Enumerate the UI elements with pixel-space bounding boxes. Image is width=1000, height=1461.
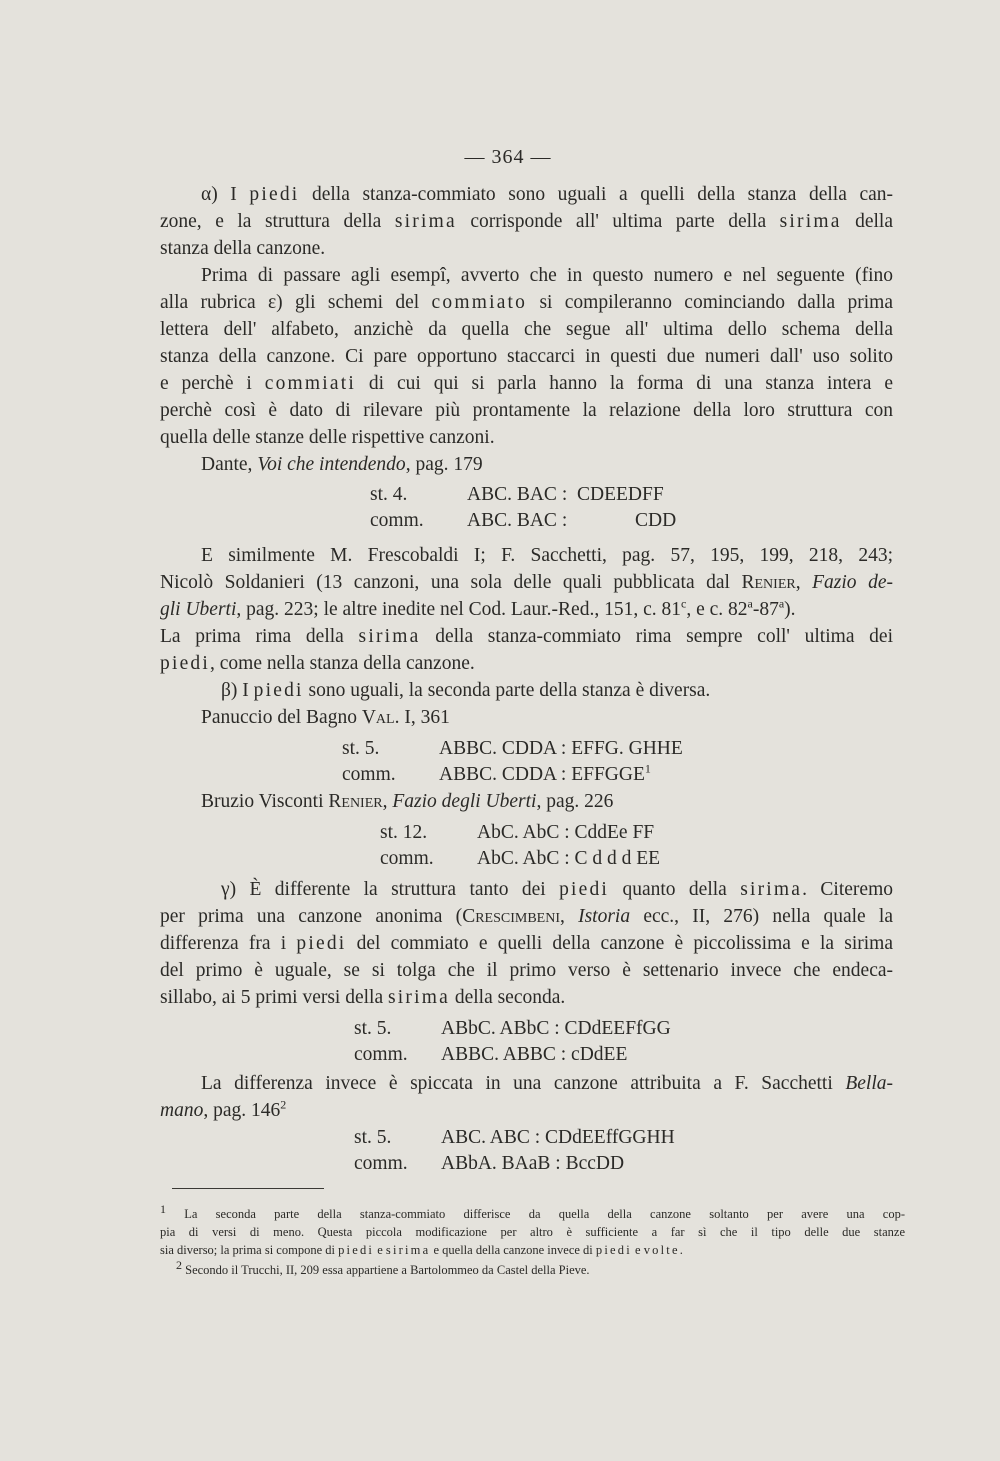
- footnote-1-line-1: [160, 1201, 905, 1223]
- text-run: della seconda.: [454, 987, 566, 1008]
- schema-right: CDEEDFF: [577, 484, 664, 505]
- paragraph-prima-line-1: Prima di passare agli esempî, avverto che in questo numero e nel seguente (fino: [201, 265, 893, 286]
- text-run: , pag. 226: [536, 791, 614, 812]
- text-run: per prima una canzone anonima (: [160, 906, 463, 927]
- text-run: La prima rima della: [160, 626, 344, 647]
- text-run: Bruzio Visconti: [201, 791, 324, 812]
- italic-title: Voi che intendendo: [257, 454, 406, 475]
- superscript: a: [778, 596, 785, 611]
- paragraph-prima-line-7: quella delle stanze delle rispettive canzoni.: [160, 427, 495, 448]
- paragraph-differenza-line-1: [201, 1071, 893, 1097]
- paragraph-simil-line-2: [160, 570, 893, 596]
- text-run: e perchè i: [160, 373, 252, 394]
- schema-label: st. 12.: [380, 822, 428, 843]
- text-run: , come nella stanza della canzone.: [210, 653, 475, 674]
- text-run: -87: [752, 599, 779, 620]
- schema-label: comm.: [354, 1153, 408, 1174]
- spaced-term: piedi: [249, 184, 300, 205]
- italic-title: Bella-: [845, 1073, 893, 1094]
- small-caps-author: Renier: [328, 791, 383, 812]
- schema-text: AbC. AbC : CddEe FF: [477, 822, 655, 843]
- paragraph-differenza-line-2: [160, 1098, 286, 1124]
- text-run: alla rubrica ε) gli schemi del: [160, 292, 420, 313]
- text-run: e quella della canzone invece di: [433, 1243, 593, 1257]
- small-caps-author: Crescimbeni: [462, 906, 560, 927]
- paragraph-gamma-line-2: [160, 904, 893, 930]
- paragraph-alpha-line-3: stanza della canzone.: [160, 238, 326, 259]
- paragraph-alpha-line-1: [201, 182, 893, 208]
- paragraph-prima-line-6: perchè così è dato di rilevare più prontamente la relazione della loro struttura con: [160, 400, 893, 421]
- text-run: ).: [784, 599, 796, 620]
- spaced-term: sirima: [779, 211, 842, 232]
- paragraph-simil-line-1: E similmente M. Frescobaldi I; F. Sacchetti, pag. 57, 195, 199, 218, 243;: [201, 545, 893, 566]
- spaced-term: piedi: [338, 1243, 375, 1257]
- citation-panuccio: [201, 705, 450, 731]
- footnote-marker: 1: [160, 1201, 166, 1216]
- schema-label: st. 5.: [354, 1018, 392, 1039]
- paragraph-gamma-line-4: del primo è uguale, se si tolga che il primo verso è settenario invece che endeca-: [160, 960, 893, 981]
- schema-text: AbC. AbC : C d d d EE: [477, 848, 661, 869]
- paragraph-alpha-line-2: [160, 209, 893, 235]
- italic-title: Fazio de-: [812, 572, 893, 593]
- paragraph-gamma-line-5: [160, 985, 565, 1011]
- paragraph-simil-line-5: [160, 651, 475, 677]
- spaced-term: sirima: [385, 1243, 431, 1257]
- text-run: sillabo, ai 5 primi versi della: [160, 987, 384, 1008]
- footnote-marker: 2: [176, 1257, 182, 1272]
- text-run: sono uguali, la seconda parte della stanza è diversa.: [308, 680, 711, 701]
- paragraph-prima-line-4: stanza della canzone. Ci pare opportuno staccarci in questi due numeri dall' uso solito: [160, 346, 893, 367]
- text-run: ,: [382, 791, 388, 812]
- schema-text: [439, 762, 651, 788]
- schema-label: comm.: [342, 764, 396, 785]
- text-run: quanto della: [622, 879, 727, 900]
- schema-text: ABBC. ABBC : cDdEE: [441, 1044, 628, 1065]
- text-run: .: [679, 1243, 683, 1257]
- text-run: corrisponde all' ultima parte della: [470, 211, 767, 232]
- footnote-2: [176, 1257, 590, 1279]
- text-run: sia diverso; la prima si compone di: [160, 1243, 335, 1257]
- text-run: zone, e la struttura della: [160, 211, 382, 232]
- schema-left: ABC. BAC :: [467, 510, 568, 531]
- text-run: Secondo il Trucchi, II, 209 essa appartiene a Bartolommeo da Castel della Pieve.: [185, 1263, 590, 1277]
- footnote-1-line-2: pia di versi di meno. Questa piccola modificazione per altro è sufficiente a far sì che il tipo delle due stanze: [160, 1225, 905, 1239]
- text-run: della: [855, 211, 894, 232]
- text-run: α) I: [201, 184, 237, 205]
- schema-text: ABBC. CDDA : EFFG. GHHE: [439, 738, 683, 759]
- text-run: si compileranno cominciando dalla prima: [539, 292, 894, 313]
- schema-label: st. 4.: [370, 484, 408, 505]
- spaced-term: piedi: [160, 653, 210, 674]
- text-run: γ) È differente la struttura tanto dei: [221, 879, 546, 900]
- text-run: , e c. 82: [686, 599, 748, 620]
- schema-label: st. 5.: [354, 1127, 392, 1148]
- spaced-term: piedi: [595, 1243, 632, 1257]
- italic-title: gli Uberti: [160, 599, 237, 620]
- paragraph-beta: [221, 678, 710, 704]
- schema-label: comm.: [354, 1044, 408, 1065]
- text-run: e: [377, 1243, 383, 1257]
- text-run: . Citeremo: [802, 879, 893, 900]
- citation-bruzio: [201, 789, 613, 815]
- paragraph-gamma-line-1: [221, 877, 893, 903]
- footnote-1-line-3: [160, 1241, 683, 1259]
- paragraph-gamma-line-3: [160, 931, 893, 957]
- spaced-term: volte: [643, 1243, 680, 1257]
- schema-label: st. 5.: [342, 738, 380, 759]
- small-caps-source: Val.: [361, 707, 400, 728]
- text-run: I, 361: [404, 707, 450, 728]
- spaced-term: piedi: [559, 879, 610, 900]
- italic-title: Fazio degli Uberti: [392, 791, 537, 812]
- text-run: , pag. 223; le altre inedite nel Cod. Laur.-Red., 151, c. 81: [236, 599, 681, 620]
- paragraph-prima-line-3: lettera dell' alfabeto, anzichè da quella che segue all' ultima dello schema della: [160, 319, 893, 340]
- spaced-term: sirima: [394, 211, 457, 232]
- schema-label: comm.: [380, 848, 434, 869]
- paragraph-simil-line-3: [160, 597, 796, 623]
- schema-right: CDD: [635, 510, 677, 531]
- text-run: Panuccio del Bagno: [201, 707, 357, 728]
- text-run: , pag. 179: [405, 454, 483, 475]
- text-run: La differenza invece è spiccata in una canzone attribuita a F. Sacchetti: [201, 1073, 833, 1094]
- footnote-divider: [172, 1188, 324, 1189]
- text-run: della stanza-commiato sono uguali a quelli della stanza della can-: [311, 184, 894, 205]
- small-caps-author: Renier: [741, 572, 796, 593]
- schema-text: ABbA. BAaB : BccDD: [441, 1153, 625, 1174]
- text-run: ,: [795, 572, 801, 593]
- text-run: La seconda parte della stanza-commiato differisce da quella della canzone soltanto per avere una cop-: [184, 1207, 905, 1221]
- text-run: β) I: [221, 680, 249, 701]
- italic-title: mano: [160, 1100, 204, 1121]
- spaced-term: sirima: [388, 987, 450, 1008]
- spaced-term: piedi: [296, 933, 347, 954]
- footnote-marker: 1: [644, 761, 651, 776]
- citation-dante: [201, 452, 483, 478]
- spaced-term: commiato: [431, 292, 528, 313]
- schema-text: ABC. ABC : CDdEEffGGHH: [441, 1127, 675, 1148]
- paragraph-prima-line-2: [160, 290, 893, 316]
- spaced-term: sirima: [358, 626, 421, 647]
- text-run: di cui qui si parla hanno la forma di una stanza intera e: [368, 373, 893, 394]
- page-number: — 364 —: [464, 146, 552, 168]
- spaced-term: piedi: [253, 680, 304, 701]
- italic-title: Istoria: [578, 906, 631, 927]
- text-run: ,: [559, 906, 565, 927]
- text-run: ecc., II, 276) nella quale la: [643, 906, 893, 927]
- spaced-term: sirima: [740, 879, 803, 900]
- text-run: Nicolò Soldanieri (13 canzoni, una sola delle quali pubblicata dal: [160, 572, 730, 593]
- schema-label: comm.: [370, 510, 424, 531]
- text-run: ABBC. CDDA : EFFGGE: [439, 764, 645, 785]
- paragraph-simil-line-4: [160, 624, 893, 650]
- superscript: a: [747, 596, 753, 611]
- schema-text: ABbC. ABbC : CDdEEFfGG: [441, 1018, 671, 1039]
- superscript: c: [680, 596, 687, 611]
- paragraph-prima-line-5: [160, 371, 893, 397]
- text-run: differenza fra i: [160, 933, 287, 954]
- spaced-term: commiati: [264, 373, 356, 394]
- text-run: , pag. 146: [203, 1100, 281, 1121]
- text-run: della stanza-commiato rima sempre coll' ultima dei: [435, 626, 894, 647]
- text-run: del commiato e quelli della canzone è piccolissima e la sirima: [356, 933, 894, 954]
- schema-left: ABC. BAC :: [467, 484, 568, 505]
- footnote-marker: 2: [280, 1097, 287, 1112]
- text-run: Dante,: [201, 454, 253, 475]
- text-run: e: [635, 1243, 641, 1257]
